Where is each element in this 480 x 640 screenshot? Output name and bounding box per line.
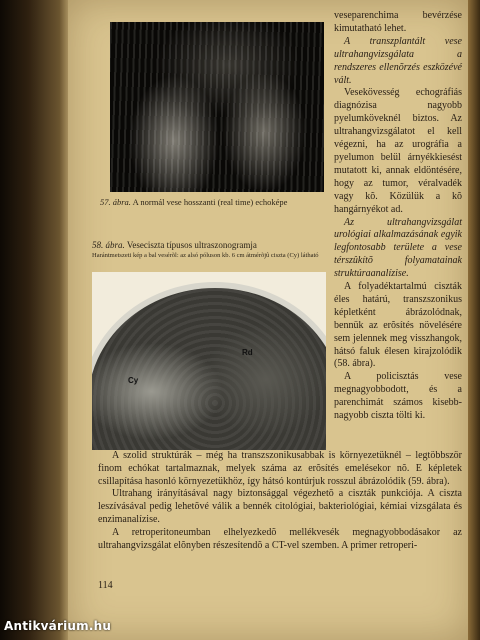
- cyst-scan: [92, 282, 326, 450]
- rc-para-2: Vesekövesség echográfiás diagnózisa nagyobb pyelumköveknél biztos. Az ultrahangvizsgálatot el kell végezni, ha az urográfia a pyelumon belül árnyékkiesést mutatott ki, annak eldöntésére, hogy az tumor, véralvadék vagy kõ. Közülük a kõ hangárnyékot ad.: [334, 87, 462, 215]
- figure-58-number: 58. ábra.: [92, 240, 125, 250]
- body-text: [98, 450, 462, 552]
- rc-para-4: A folyadéktartalmú ciszták éles határú, transzszonikus képletként ábrázolódnak, bennük az erõsítés növelésére sem jelennek meg visszhangok, hátsó faluk élesen kirajzolódik (58. ábra).: [334, 281, 462, 370]
- body-para-1: Ultrahang irányításával nagy biztonsággal végezhetõ a ciszták punkciója. A ciszta leszívásával pedig lehetõvé válik a bennék citológiai, bakteriológiai, kémiai vizsgálata és enzimanalízise.: [98, 488, 462, 525]
- body-para-0: A szolid struktúrák – még ha transzszonikusabbak is környezetüknél – legtöbbször finom echókat tartalmaznak, melyek száma az erõsítés emelésekor nõ. E képletek csillapítása hasonló környezetükhöz, így hátsó kontúrjuk rosszul ábrázolódik (59. ábra).: [98, 450, 462, 487]
- figure-58-text: Veseciszta típusos ultraszonogramja: [124, 240, 257, 250]
- rc-para-0: veseparenchima bevérzése kimutatható lehet.: [334, 10, 462, 34]
- rc-para-3: Az ultrahangvizsgálat urológiai alkalmazásának egyik legfontosabb területe a vese térszûkítõ folyamatainak struktúraanalízise.: [334, 216, 462, 280]
- body-para-2: A retroperitoneumban elhelyezkedõ mellékvesék megnagyobbodásakor az ultrahangvizsgálat elõnyben részesítendõ a CT-vel szemben. A primer retroperi-: [98, 526, 462, 551]
- book-spine: [0, 0, 70, 640]
- figure-57-text: A normál vese hosszanti (real time) echoképe: [130, 197, 288, 207]
- rc-para-5: A policisztás vese megnagyobbodott, és a parenchimát számos kisebb-nagyobb ciszta tölti ki.: [334, 371, 462, 422]
- page-edge: [468, 0, 480, 640]
- figure-57-number: 57. ábra.: [100, 197, 131, 207]
- figure-58-caption: [92, 240, 332, 250]
- label-rd: Rd: [242, 348, 253, 357]
- right-column-text: [334, 0, 462, 423]
- watermark: Antikvárium.hu: [4, 619, 112, 633]
- figure-58-subcaption: Harántmetszeti kép a bal vesérõl: az alsó póluson kb. 6 cm átmérõjû ciszta (Cy) látható: [92, 252, 319, 259]
- page-number: 114: [98, 580, 113, 591]
- rc-para-1: A transzplantált vese ultrahangvizsgálata a rendszeres ellenõrzés eszközévé vált.: [334, 35, 462, 86]
- figure-58-ultrasound-image: [92, 272, 326, 450]
- figure-57-caption: [100, 197, 330, 207]
- figure-57-ultrasound-image: [110, 22, 324, 192]
- label-cy: Cy: [128, 376, 139, 385]
